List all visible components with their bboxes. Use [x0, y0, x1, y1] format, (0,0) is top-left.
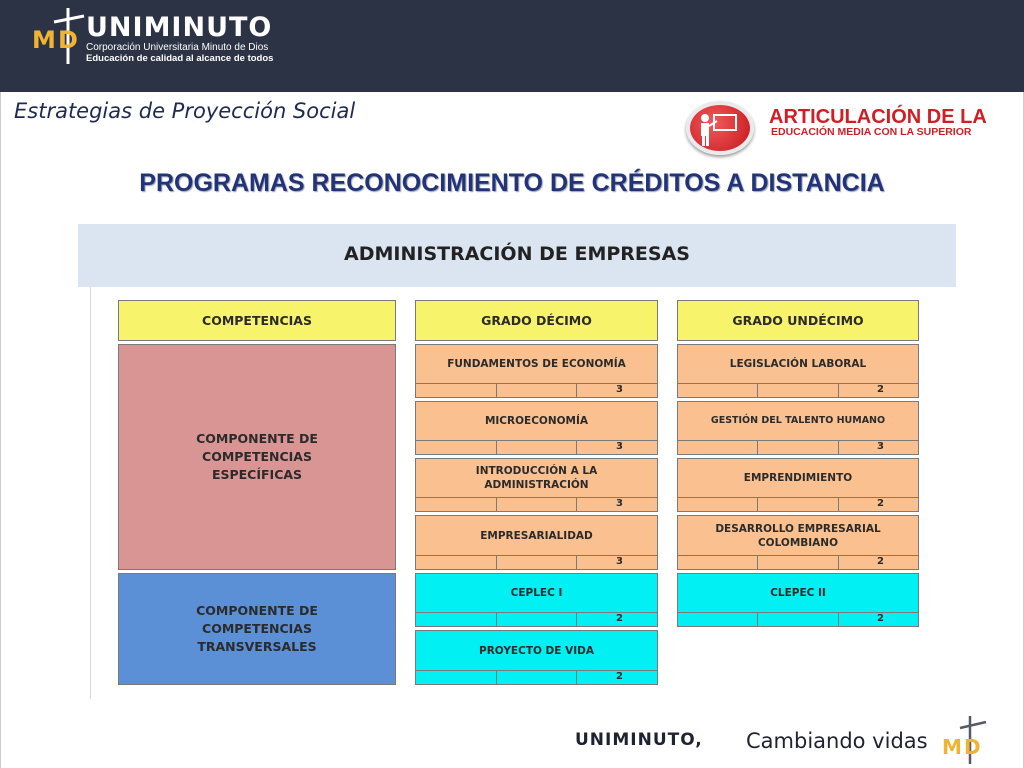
course-name: FUNDAMENTOS DE ECONOMÍA [415, 344, 658, 384]
footer-tagline: Cambiando vidas [746, 729, 928, 753]
course-name: MICROECONOMÍA [415, 401, 658, 441]
component-transversal [118, 573, 396, 685]
course-decimo-2 [415, 401, 658, 455]
page-title: PROGRAMAS RECONOCIMIENTO DE CRÉDITOS A DISTANCIA [139, 169, 885, 197]
program-banner [78, 224, 956, 287]
md-cross-logo-icon [28, 6, 92, 66]
badge-circle [686, 101, 754, 155]
svg-text:M: M [942, 735, 962, 759]
course-decimo-3 [415, 458, 658, 512]
course-name: CEPLEC I [415, 573, 658, 613]
course-name: GESTIÓN DEL TALENTO HUMANO [677, 401, 919, 441]
logo-name: UNIMINUTO [86, 12, 273, 43]
md-cross-logo-icon [940, 716, 992, 764]
course-credits: 3 [577, 441, 658, 455]
course-undecimo-5 [677, 573, 919, 627]
course-undecimo-3 [677, 458, 919, 512]
header-bar [0, 0, 1024, 92]
course-credits: 2 [839, 556, 919, 570]
course-credits: 2 [577, 671, 658, 685]
logo-subtitle: Corporación Universitaria Minuto de Dios [86, 42, 269, 53]
course-decimo-1 [415, 344, 658, 398]
course-credits: 2 [839, 498, 919, 512]
course-name: DESARROLLO EMPRESARIAL COLOMBIANO [677, 515, 919, 556]
logo-slogan: Educación de calidad al alcance de todos [86, 53, 274, 64]
course-credits: 2 [577, 613, 658, 627]
svg-text:D: D [964, 735, 981, 759]
component-specific-label: COMPONENTE DE COMPETENCIAS ESPECÍFICAS [196, 431, 318, 482]
course-credits: 3 [839, 441, 919, 455]
course-name: PROYECTO DE VIDA [415, 630, 658, 671]
component-specific [118, 344, 396, 570]
course-undecimo-1 [677, 344, 919, 398]
articulacion-badge [683, 99, 1023, 157]
course-credits: 2 [839, 384, 919, 398]
course-undecimo-2 [677, 401, 919, 455]
program-title: ADMINISTRACIÓN DE EMPRESAS [344, 243, 690, 265]
section-title: Estrategias de Proyección Social [14, 99, 356, 123]
teacher-board-icon [690, 105, 750, 151]
program-divider [90, 287, 91, 699]
uniminuto-logo [28, 6, 298, 66]
header-grado-decimo: GRADO DÉCIMO [415, 300, 658, 341]
svg-text:D: D [58, 26, 78, 54]
course-undecimo-4 [677, 515, 919, 570]
course-credits: 3 [577, 498, 658, 512]
course-decimo-6 [415, 630, 658, 685]
course-name: LEGISLACIÓN LABORAL [677, 344, 919, 384]
footer-brand: UNIMINUTO, [575, 730, 703, 750]
course-credits: 3 [577, 384, 658, 398]
course-name: CLEPEC II [677, 573, 919, 613]
course-name: EMPRESARIALIDAD [415, 515, 658, 556]
course-credits: 3 [577, 556, 658, 570]
course-decimo-5 [415, 573, 658, 627]
header-grado-undecimo: GRADO UNDÉCIMO [677, 300, 919, 341]
course-credits: 2 [839, 613, 919, 627]
course-decimo-4 [415, 515, 658, 570]
component-transversal-label: COMPONENTE DE COMPETENCIAS TRANSVERSALES [196, 603, 318, 654]
badge-title: ARTICULACIÓN DE LA [769, 106, 987, 128]
course-name: INTRODUCCIÓN A LA ADMINISTRACIÓN [415, 458, 658, 498]
badge-subtitle: EDUCACIÓN MEDIA CON LA SUPERIOR [771, 126, 972, 138]
course-name: EMPRENDIMIENTO [677, 458, 919, 498]
svg-text:M: M [32, 26, 56, 54]
header-competencias: COMPETENCIAS [118, 300, 396, 341]
